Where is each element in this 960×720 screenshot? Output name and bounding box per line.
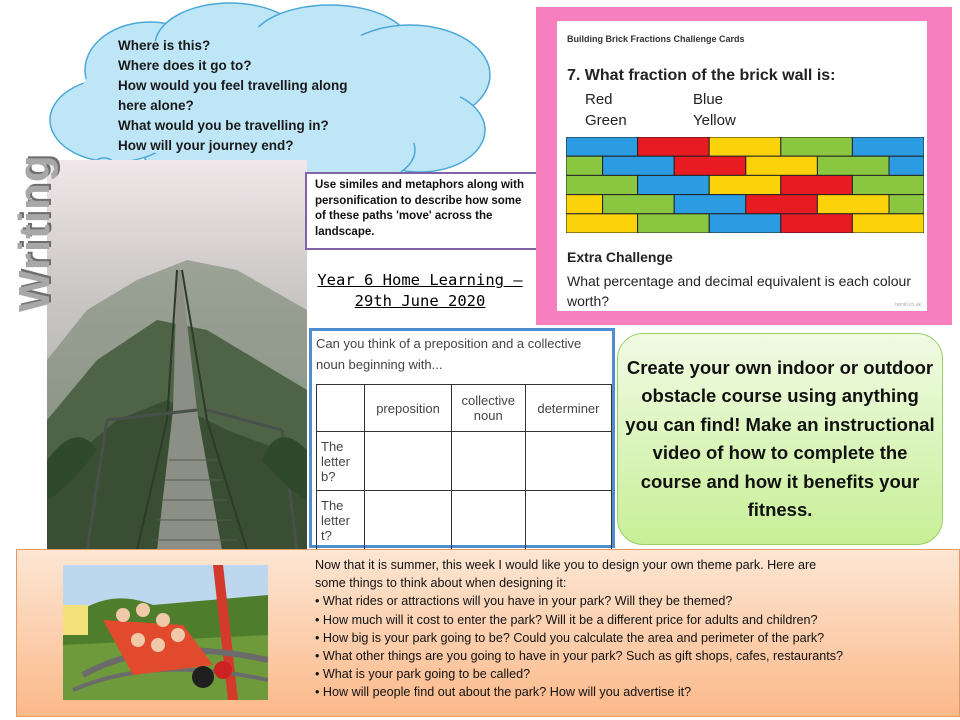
obstacle-course-box: [617, 333, 943, 545]
colour-blue-label: Blue: [693, 91, 724, 108]
title-line-2: 29th June 2020: [354, 292, 486, 310]
blue-brick: [674, 195, 746, 214]
red-brick: [674, 156, 746, 175]
yellow-brick: [709, 175, 781, 194]
card-header: Building Brick Fractions Challenge Cards: [567, 34, 745, 44]
page-title: [310, 270, 530, 312]
column-header: collective noun: [451, 385, 525, 432]
yellow-brick: [817, 195, 889, 214]
yellow-brick: [709, 137, 781, 156]
theme-park-text: [315, 556, 955, 702]
red-brick: [781, 214, 853, 233]
yellow-brick: [746, 156, 818, 175]
table-cell: [525, 491, 611, 550]
obstacle-course-text: Create your own indoor or outdoor obstacle course using anything you can find! Make an instructional video of how to complete the course and how it benefits your fitness.: [625, 356, 935, 520]
theme-intro: some things to think about when designing it:: [315, 576, 567, 591]
mountain-stairway-photo: [47, 160, 307, 550]
green-brick: [566, 175, 638, 194]
preposition-table: [316, 384, 612, 550]
theme-bullet: • What other things are you going to have in your park? Such as gift shops, cafes, restaurants?: [315, 649, 844, 664]
similes-instruction: Use similes and metaphors along with personification to describe how some of these paths 'move' across the landscape.: [305, 172, 543, 250]
blue-brick: [603, 156, 675, 175]
table-cell: [451, 491, 525, 550]
card-body: [557, 21, 927, 311]
cloud-question: How will your journey end?: [118, 138, 294, 153]
cloud-question: here alone?: [118, 98, 194, 113]
cloud-question: What would you be travelling in?: [118, 118, 329, 133]
table-cell: [525, 432, 611, 491]
extra-challenge-text: What percentage and decimal equivalent is each colour worth?: [567, 273, 911, 309]
theme-intro: Now that it is summer, this week I would like you to design your own theme park. Here are: [315, 558, 817, 572]
yellow-brick: [566, 195, 603, 214]
green-brick: [566, 156, 603, 175]
table-heading: Can you think of a preposition and a collective noun beginning with...: [316, 336, 582, 372]
theme-bullet: • What is your park going to be called?: [315, 667, 531, 682]
colour-yellow-label: Yellow: [693, 112, 736, 129]
table-row: [317, 432, 612, 491]
colour-red-label: Red: [585, 91, 613, 108]
writing-label: Writing: [10, 154, 59, 312]
green-brick: [638, 214, 710, 233]
green-brick: [889, 195, 924, 214]
theme-bullet: • How much will it cost to enter the park? Will it be a different price for adults and children?: [315, 612, 818, 627]
column-header: preposition: [365, 385, 451, 432]
row-header: The letter t?: [317, 491, 365, 550]
cloud-question: Where does it go to?: [118, 58, 252, 73]
colour-green-label: Green: [585, 112, 627, 129]
theme-bullet: • How big is your park going to be? Could you calculate the area and perimeter of the park?: [315, 630, 825, 645]
table-cell: [451, 432, 525, 491]
brick-fractions-card: [536, 7, 952, 325]
cloud-question: How would you feel travelling along: [118, 78, 348, 93]
blue-brick: [852, 137, 924, 156]
table-header-row: [317, 385, 612, 432]
red-brick: [781, 175, 853, 194]
brick-wall: [566, 137, 924, 233]
column-header: determiner: [525, 385, 611, 432]
theme-bullet: • What rides or attractions will you have in your park? Will they be themed?: [315, 594, 733, 609]
green-brick: [603, 195, 675, 214]
table-cell: [365, 432, 451, 491]
blue-brick: [566, 137, 638, 156]
table-corner-cell: [317, 385, 365, 432]
red-brick: [638, 137, 710, 156]
card-footer: twinkl.co.uk: [895, 302, 921, 308]
table-cell: [365, 491, 451, 550]
cloud-questions: [118, 36, 378, 156]
yellow-brick: [566, 214, 638, 233]
theme-bullet: • How will people find out about the park? How will you advertise it?: [315, 685, 692, 700]
red-brick: [746, 195, 818, 214]
title-line-1: Year 6 Home Learning –: [317, 271, 523, 289]
green-brick: [781, 137, 853, 156]
extra-challenge-title: Extra Challenge: [567, 249, 673, 265]
blue-brick: [889, 156, 924, 175]
rollercoaster-photo: [63, 565, 268, 700]
card-question: 7. What fraction of the brick wall is:: [567, 67, 836, 84]
table-row: [317, 491, 612, 550]
blue-brick: [709, 214, 781, 233]
row-header: The letter b?: [317, 432, 365, 491]
green-brick: [817, 156, 889, 175]
green-brick: [852, 175, 924, 194]
blue-brick: [638, 175, 710, 194]
cloud-question: Where is this?: [118, 38, 211, 53]
yellow-brick: [852, 214, 924, 233]
preposition-table-card: [309, 328, 615, 548]
